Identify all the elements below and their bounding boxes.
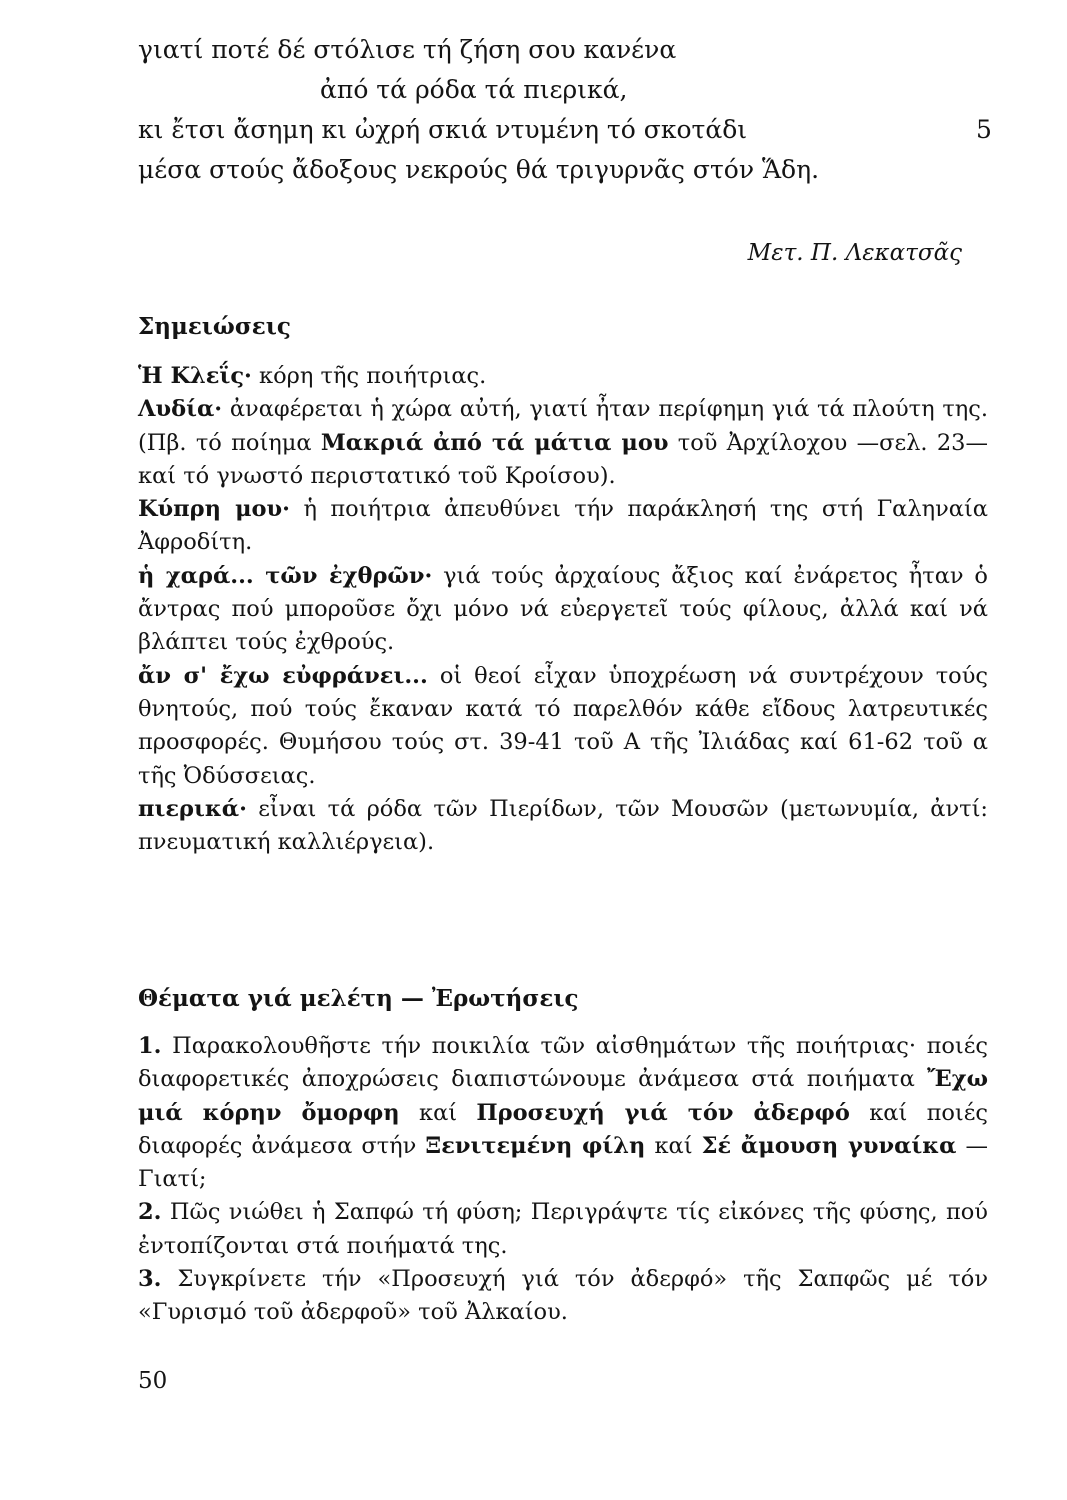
poem-line: κι ἔτσι ἄσημη κι ὠχρή σκιά ντυμένη τό σκοτάδι 5 [138,110,998,150]
page-number: 50 [138,1368,168,1394]
note-term: ἡ χαρά... τῶν ἐχθρῶν· [138,562,433,589]
poem-line: μέσα στούς ἄδοξους νεκρούς θά τριγυρνᾶς στόν Ἅδη. [138,155,820,184]
translator-credit: Μετ. Π. Λεκατσᾶς [747,240,962,266]
note-term: πιερικά· [138,795,247,822]
poem-title-reference: Ξενιτεμένη φίλη [425,1132,646,1159]
note-item: ἄν σ' ἔχω εὐφράνει... οἱ θεοί εἶχαν ὑποχρέωση νά συντρέχουν τούς θνητούς, πού τούς ἔκαναν κατά τό παρελθόν κάθε εἴδους λατρευτικές προσφορές. Θυμήσου τούς στ. 39-41 τοῦ Α τῆς Ἰλιάδας καί 61-62 τοῦ α τῆς Ὀδύσσειας. [138,662,989,789]
question-item: 3. Συγκρίνετε τήν «Προσευχή γιά τόν ἀδερφό» τῆς Σαπφῶς μέ τόν «Γυρισμό τοῦ ἀδερφοῦ» τοῦ Ἀλκαίου. [138,1266,988,1326]
poem-excerpt [138,30,998,190]
poem-line: γιατί ποτέ δέ στόλισε τή ζήση σου κανένα [138,35,677,64]
note-term: Ἡ Κλεΐς· [138,363,252,389]
question-item: 2. Πῶς νιώθει ἡ Σαπφώ τή φύση; Περιγράψτε τίς εἰκόνες τῆς φύσης, πού ἐντοπίζονται στά ποιήματά της. [138,1199,988,1259]
note-item: πιερικά· εἶναι τά ρόδα τῶν Πιερίδων, τῶν Μουσῶν (μετωνυμία, ἀντί: πνευματική καλλιέργεια). [138,795,988,856]
question-number: 2. [138,1199,162,1226]
notes-section [138,360,988,859]
question-item: 1. Παρακολουθῆστε τήν ποικιλία τῶν αἰσθημάτων τῆς ποιήτριας· ποιές διαφορετικές ἀποχρώσεις διαπιστώνουμε ἀνάμεσα στά ποιήματα Ἔχω μιά κόρην ὄμορφη καί Προσευχή γιά τόν ἀδερφό καί ποιές διαφορές ἀνάμεσα στήν Ξενιτεμένη φίλη καί Σέ ἄμουση γυναίκα — Γιατί; [138,1033,989,1193]
study-questions-heading: Θέματα γιά μελέτη — Ἐρωτήσεις [138,985,579,1012]
note-item: Κύπρη μου· ἡ ποιήτρια ἀπευθύνει τήν παράκλησή της στή Γαληναία Ἀφροδίτη. [138,496,988,556]
line-number: 5 [976,115,992,144]
poem-line: ἀπό τά ρόδα τά πιερικά, [320,75,628,104]
note-item: ἡ χαρά... τῶν ἐχθρῶν· γιά τούς ἀρχαίους ἄξιος καί ἐνάρετος ἦταν ὁ ἄντρας πού μποροῦσε ὄχι μόνο νά εὐεργετεῖ τούς φίλους, ἀλλά καί νά βλάπτει τούς ἐχθρούς. [138,562,988,656]
note-item: Λυδία· ἀναφέρεται ἡ χώρα αὐτή, γιατί ἦταν περίφημη γιά τά πλούτη της. (Πβ. τό ποίημα Μακριά ἀπό τά μάτια μου τοῦ Ἀρχίλοχου —σελ. 23— καί τό γνωστό περιστατικό τοῦ Κροίσου). [138,396,988,489]
poem-title-reference: Προσευχή γιά τόν ἀδερφό [476,1099,850,1126]
study-questions-section [138,1030,988,1330]
poem-title-reference: Ἔχω μιά κόρην ὄμορφη [138,1066,988,1126]
notes-heading: Σημειώσεις [138,313,291,340]
note-term: ἄν σ' ἔχω εὐφράνει... [138,662,428,689]
note-term: Κύπρη μου· [138,496,291,523]
poem-title-reference: Μακριά ἀπό τά μάτια μου [320,429,669,456]
question-number: 3. [138,1266,162,1293]
poem-title-reference: Σέ ἄμουση γυναίκα [701,1132,957,1159]
question-number: 1. [138,1033,162,1059]
note-term: Λυδία· [138,396,223,423]
note-item: Ἡ Κλεΐς· κόρη τῆς ποιήτριας. [138,363,487,389]
